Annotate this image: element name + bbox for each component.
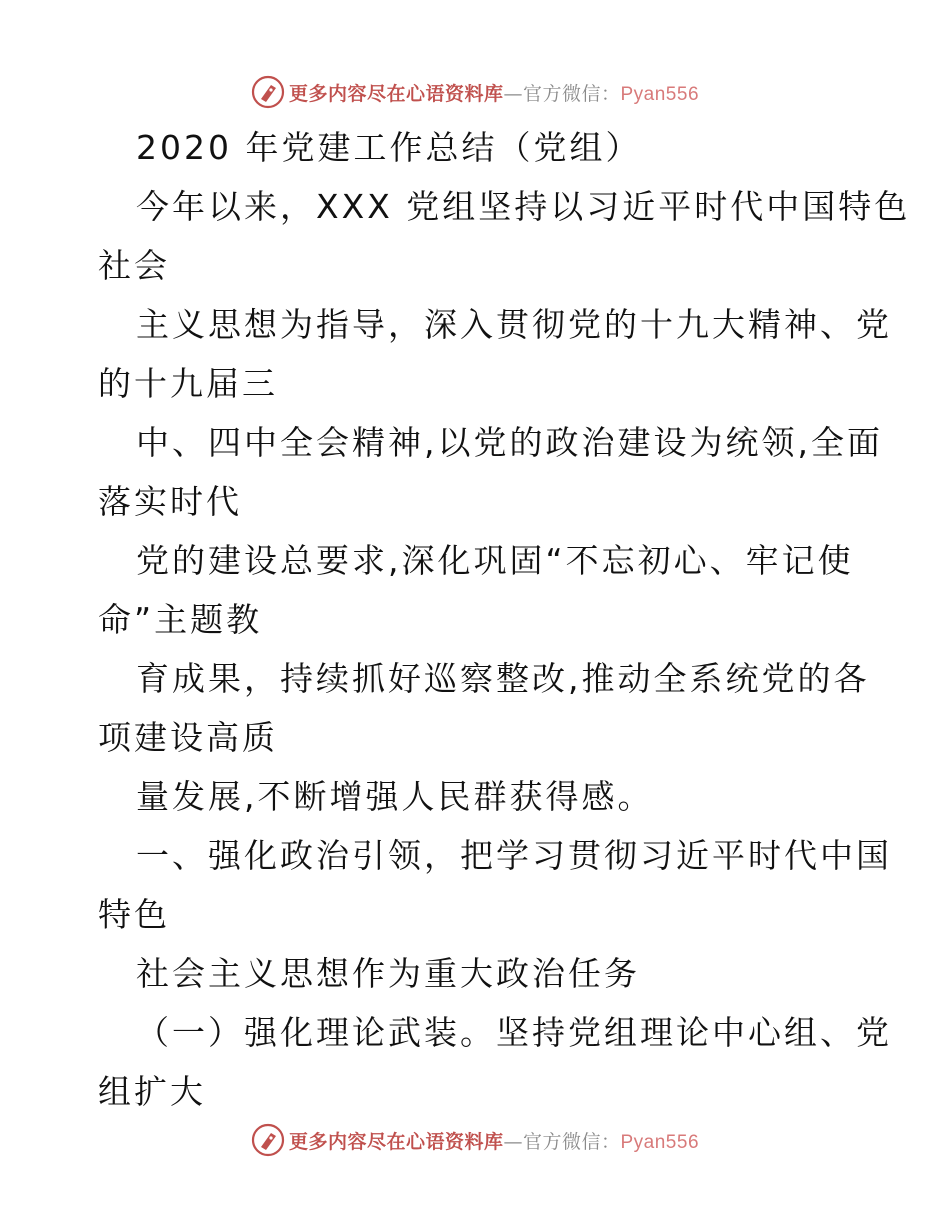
banner-contact-label: 官方微信： bbox=[522, 1130, 621, 1153]
banner-contact-label: 官方微信： bbox=[522, 82, 621, 105]
banner-contact-id: Pyan556 bbox=[620, 83, 700, 105]
document-line: 项建设高质 bbox=[98, 718, 278, 757]
banner-main-text: 更多内容尽在心语资料库 bbox=[288, 1130, 504, 1153]
banner-separator: — bbox=[503, 82, 523, 105]
banner-separator: — bbox=[503, 1130, 523, 1153]
document-line: 社会 bbox=[98, 246, 170, 285]
document-line: 组扩大 bbox=[98, 1072, 206, 1111]
document-line: 量发展,不断增强人民群获得感。 bbox=[136, 777, 654, 816]
header-watermark-banner bbox=[0, 72, 950, 112]
document-line: 一、强化政治引领，把学习贯彻习近平时代中国 bbox=[136, 836, 892, 875]
document-line: 特色 bbox=[98, 895, 170, 934]
document-line: 党的建设总要求,深化巩固“不忘初心、牢记使 bbox=[136, 541, 854, 580]
document-line: 主义思想为指导，深入贯彻党的十九大精神、党 bbox=[136, 305, 892, 344]
document-body bbox=[98, 118, 911, 1121]
banner-contact-id: Pyan556 bbox=[620, 1131, 700, 1153]
pen-nib-logo-icon bbox=[251, 75, 285, 109]
document-line: 命”主题教 bbox=[98, 600, 263, 639]
document-line: 育成果，持续抓好巡察整改,推动全系统党的各 bbox=[136, 659, 870, 698]
document-line: 今年以来，XXX 党组坚持以习近平时代中国特色 bbox=[136, 187, 911, 226]
document-line: 落实时代 bbox=[98, 482, 242, 521]
pen-nib-logo-icon bbox=[251, 1123, 285, 1157]
banner-main-text: 更多内容尽在心语资料库 bbox=[288, 82, 504, 105]
document-line: （一）强化理论武装。坚持党组理论中心组、党 bbox=[136, 1013, 892, 1052]
document-line: 2020 年党建工作总结（党组） bbox=[136, 128, 642, 167]
document-line: 中、四中全会精神,以党的政治建设为统领,全面 bbox=[136, 423, 883, 462]
footer-watermark-banner bbox=[0, 1120, 950, 1160]
document-line: 的十九届三 bbox=[98, 364, 278, 403]
document-line: 社会主义思想作为重大政治任务 bbox=[136, 954, 640, 993]
